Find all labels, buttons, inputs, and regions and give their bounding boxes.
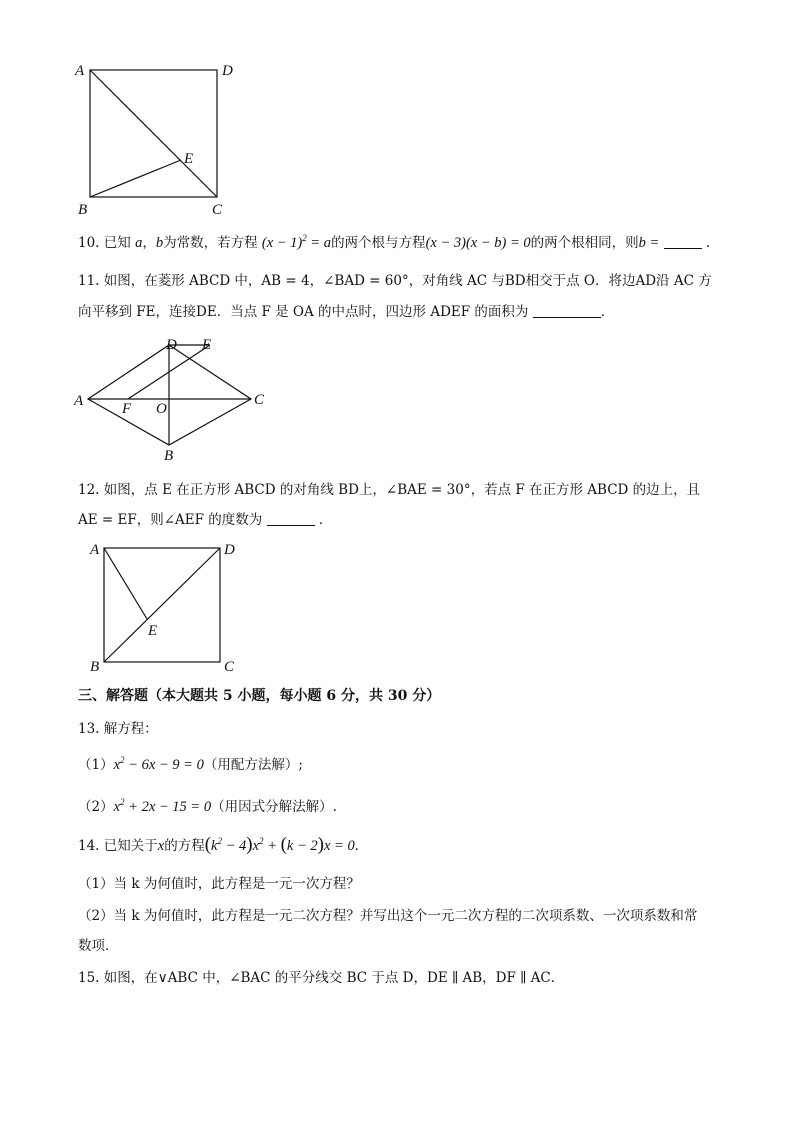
point-label-e: E bbox=[202, 337, 212, 353]
vertex-label-d: D bbox=[224, 542, 235, 558]
vertex-label-c: C bbox=[212, 202, 223, 218]
figure-rhombus bbox=[70, 334, 280, 464]
equation-q14: $(k^2 - 4)x^2 + (k - 2)x = 0$ bbox=[204, 834, 355, 855]
vertex-label-a: A bbox=[74, 393, 84, 409]
point-label-e: E bbox=[148, 623, 158, 639]
vertex-label-d: D bbox=[222, 63, 233, 79]
answer-blank-11[interactable] bbox=[533, 303, 601, 318]
question-14-part-2-cont: 数项． bbox=[78, 938, 119, 954]
question-14: 14. 已知关于x的方程$(k^2 - 4)x^2 + (k - 2)x = 0$． bbox=[78, 834, 369, 855]
vertex-label-c: C bbox=[254, 392, 265, 408]
question-13-part-1: $(1)x^2 - 6x - 9 = 0$（用配方法解）; bbox=[78, 755, 303, 773]
question-12-line-1: 12. 如图，点 E 在正方形 ABCD 的对角线 BD上，∠BAE = 30°，若点 F 在正方形 ABCD 的边上，且 bbox=[78, 482, 701, 498]
point-label-e: E bbox=[184, 151, 194, 167]
question-14-part-2: （2）当 k 为何值时，此方程是一元二次方程？并写出这个一元二次方程的二次项系数、一次项系数和常 bbox=[78, 908, 698, 924]
answer-blank-12[interactable] bbox=[267, 511, 315, 526]
vertex-label-a: A bbox=[75, 63, 85, 79]
question-10: 10. 已知 a，b为常数，若方程 $(x - 1)^2 = a$的两个根与方程(x − 3)(x − b) = 0的两个根相同，则b = . bbox=[78, 233, 711, 251]
figure-square-ace bbox=[70, 56, 250, 221]
vertex-label-b: B bbox=[90, 659, 100, 675]
question-14-part-1: （1）当 k 为何值时，此方程是一元一次方程？ bbox=[78, 876, 360, 892]
answer-blank-10[interactable] bbox=[664, 234, 702, 249]
question-11-line-2: 向平移到 FE，连接DE．当点 F 是 OA 的中点时，四边形 ADEF 的面积为 ． bbox=[78, 304, 615, 320]
question-13-part-2: $(2)x^2 + 2x - 15 = 0$（用因式分解法解）. bbox=[78, 797, 337, 815]
point-label-f: F bbox=[122, 401, 132, 417]
equation-1: $(x - 1)^2 = a$ bbox=[261, 233, 332, 251]
question-13: 13. 解方程： bbox=[78, 721, 158, 737]
vertex-label-a: A bbox=[90, 542, 100, 558]
question-15: 15. 如图，在∨ABC 中，∠BAC 的平分线交 BC 于点 D，DE ∥ AB，DF ∥ AC． bbox=[78, 970, 565, 986]
vertex-label-b: B bbox=[164, 448, 174, 464]
equation-2: (x − 3)(x − b) = 0 bbox=[425, 235, 531, 251]
question-12-line-2: AE = EF，则∠AEF 的度数为 ． bbox=[78, 512, 333, 528]
vertex-label-d: D bbox=[166, 337, 177, 353]
point-label-o: O bbox=[156, 401, 167, 417]
vertex-label-c: C bbox=[224, 659, 235, 675]
vertex-label-b: B bbox=[78, 202, 88, 218]
figure-square-bae bbox=[80, 535, 250, 680]
question-11-line-1: 11. 如图，在菱形 ABCD 中，AB = 4，∠BAD = 60°，对角线 AC 与BD相交于点 O．将边AD沿 AC 方 bbox=[78, 273, 712, 289]
section-heading-3: 三、解答题（本大题共 5 小题，每小题 6 分，共 30 分） bbox=[78, 688, 441, 704]
